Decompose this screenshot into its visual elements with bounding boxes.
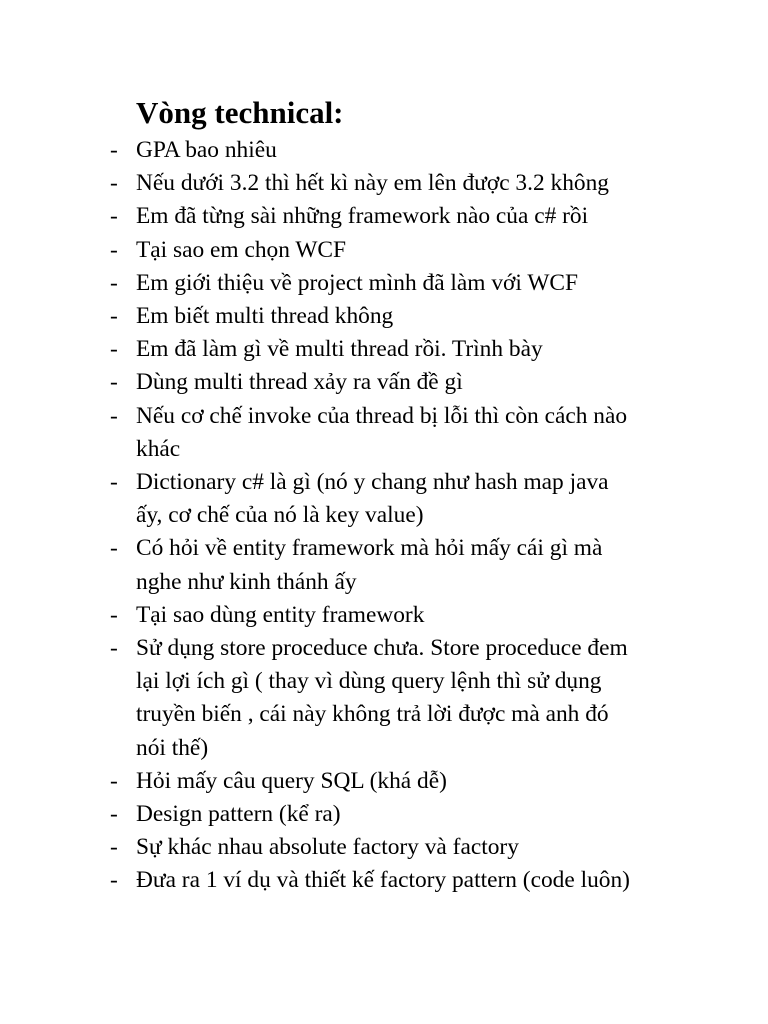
list-item-text: Tại sao em chọn WCF <box>136 236 347 263</box>
list-item <box>0 632 696 765</box>
bullet-dash: - <box>110 601 118 628</box>
list-item-text: lại lợi ích gì ( thay vì dùng query lệnh thì sử dụng <box>136 668 602 695</box>
bullet-dash: - <box>110 137 118 163</box>
bullet-dash: - <box>110 767 118 794</box>
list-item-text: Nếu cơ chế invoke của thread bị lỗi thì còn cách nào <box>136 402 628 429</box>
list-item-text: Có hỏi về entity framework mà hỏi mấy cái gì mà <box>136 535 603 562</box>
list-item <box>0 466 696 532</box>
bullet-dash: - <box>110 535 118 562</box>
bullet-dash: - <box>110 269 118 296</box>
bullet-dash: - <box>110 369 118 396</box>
list-item-text: Em đã làm gì về multi thread rồi. Trình bày <box>136 336 543 363</box>
list-item <box>0 300 696 333</box>
list-item <box>0 234 696 267</box>
list-item-text: Dùng multi thread xảy ra vấn đề gì <box>136 369 463 396</box>
bullet-dash: - <box>110 867 118 894</box>
bullet-dash: - <box>110 402 118 429</box>
bullet-dash: - <box>110 203 118 230</box>
list-item <box>0 167 696 200</box>
page-heading: Vòng technical: <box>136 95 344 130</box>
list-item-text: truyền biến , cái này không trả lời được mà anh đó <box>136 701 609 728</box>
bullet-dash: - <box>110 336 118 363</box>
list-item-text: Đưa ra 1 ví dụ và thiết kế factory pattern (code luôn) <box>136 867 630 894</box>
list-item <box>0 366 696 399</box>
list-item <box>0 599 696 632</box>
question-list <box>0 134 768 898</box>
list-item <box>0 831 696 864</box>
list-item-text: Em biết multi thread không <box>136 303 394 330</box>
list-item-text: Sử dụng store proceduce chưa. Store proceduce đem <box>136 635 628 662</box>
list-item-text: Hỏi mấy câu query SQL (khá dễ) <box>136 767 447 794</box>
list-item <box>0 267 696 300</box>
list-item-text: nghe như kinh thánh ấy <box>136 568 357 595</box>
bullet-dash: - <box>110 801 118 828</box>
list-item-text: GPA bao nhiêu <box>136 137 277 163</box>
list-item-text: Em đã từng sài những framework nào của c# rồi <box>136 203 589 230</box>
list-item-text: Em giới thiệu về project mình đã làm với WCF <box>136 269 579 296</box>
bullet-dash: - <box>110 303 118 330</box>
list-item-text: Nếu dưới 3.2 thì hết kì này em lên được 3.2 không <box>136 170 609 197</box>
list-item <box>0 134 696 167</box>
list-item <box>0 798 696 831</box>
list-item <box>0 532 696 598</box>
list-item-text: ấy, cơ chế của nó là key value) <box>136 502 424 529</box>
bullet-dash: - <box>110 236 118 263</box>
list-item <box>0 765 696 798</box>
bullet-dash: - <box>110 834 118 861</box>
list-item-text: Dictionary c# là gì (nó y chang như hash map java <box>136 469 609 496</box>
bullet-dash: - <box>110 635 118 662</box>
list-item-text: Tại sao dùng entity framework <box>136 601 425 628</box>
bullet-dash: - <box>110 469 118 496</box>
list-item-text: Sự khác nhau absolute factory và factory <box>136 834 519 861</box>
list-item <box>0 400 696 466</box>
list-item-text: nói thế) <box>136 734 209 761</box>
list-item <box>0 333 696 366</box>
bullet-dash: - <box>110 170 118 197</box>
list-item <box>0 864 696 897</box>
list-item-text: khác <box>136 435 181 462</box>
list-item-text: Design pattern (kể ra) <box>136 801 341 828</box>
list-item <box>0 200 696 233</box>
